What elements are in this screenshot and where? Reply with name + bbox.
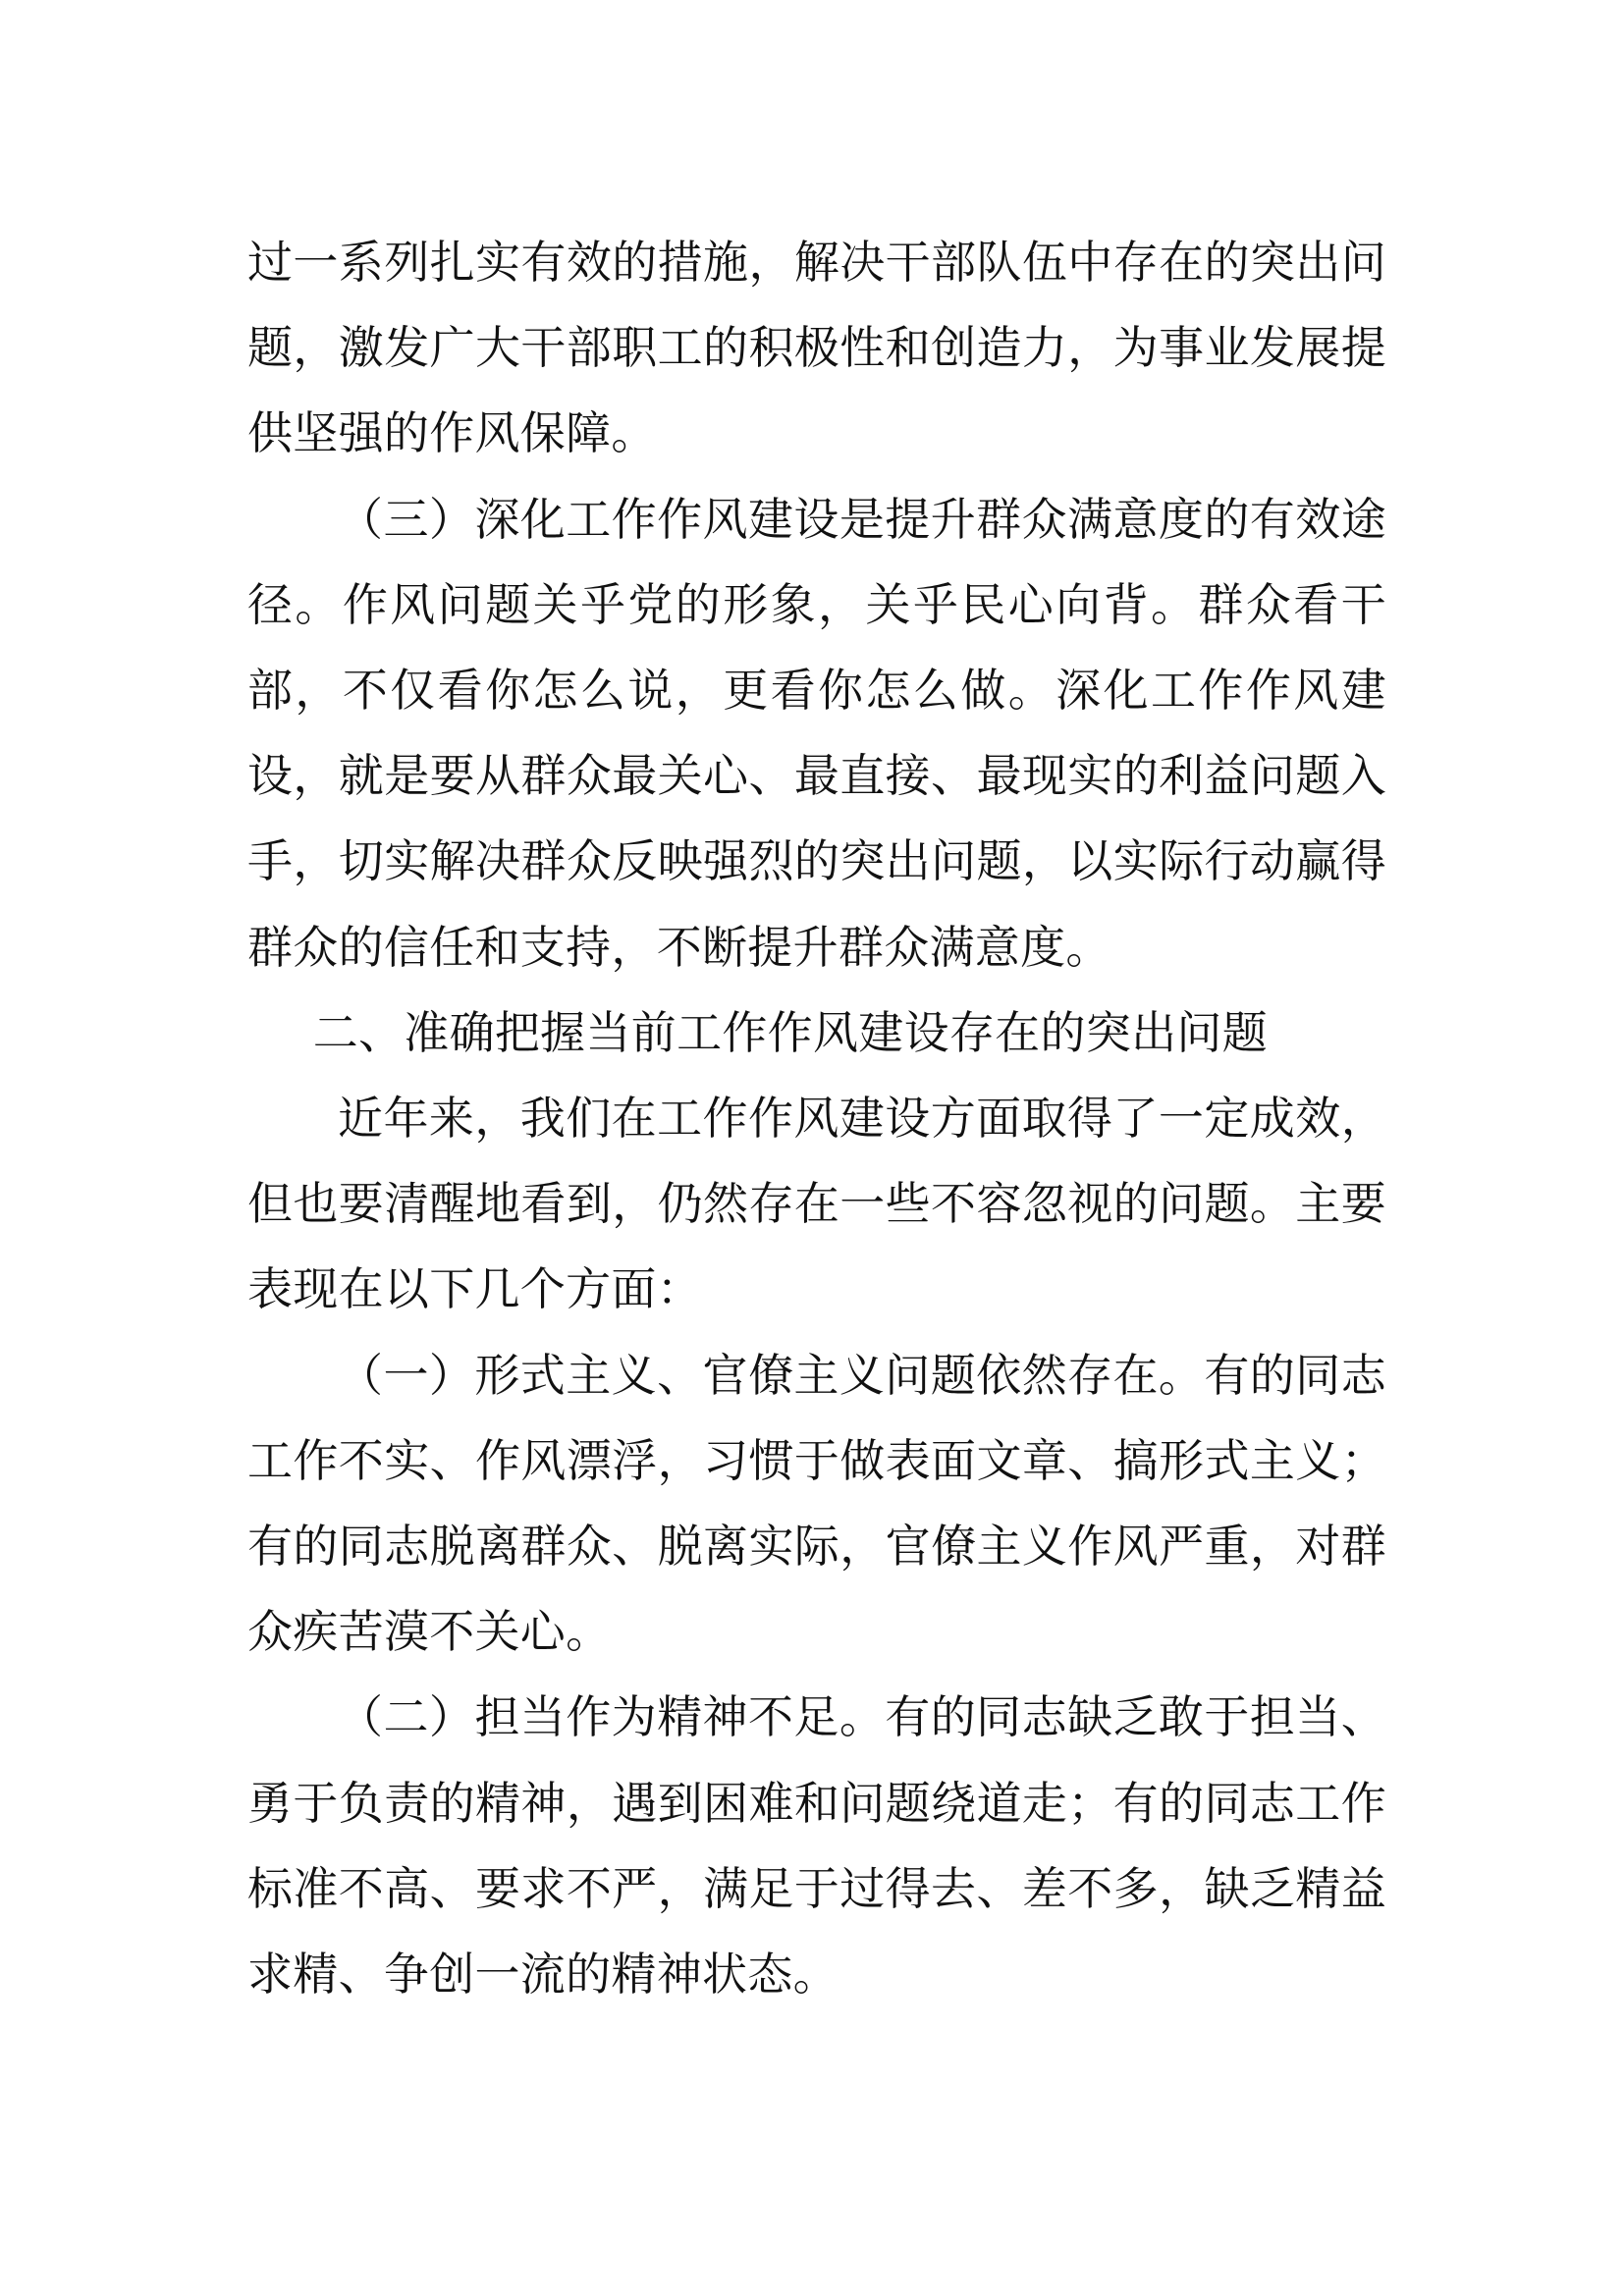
paragraph-section-three: （三）深化工作作风建设是提升群众满意度的有效途径。作风问题关乎党的形象，关乎民心向背。群众看干部，不仅看你怎么说，更看你怎么做。深化工作作风建设，就是要从群众最关心、最直接、最现实的利益问题入手，切实解决群众反映强烈的突出问题，以实际行动赢得群众的信任和支持，不断提升群众满意度。 (247, 492, 1386, 974)
paragraph-point-one: （一）形式主义、官僚主义问题依然存在。有的同志工作不实、作风漂浮，习惯于做表面文章、搞形式主义；有的同志脱离群众、脱离实际，官僚主义作风严重，对群众疾苦漠不关心。 (247, 1348, 1386, 1659)
document-body (247, 220, 1386, 2017)
paragraph-continuation: 过一系列扎实有效的措施，解决干部队伍中存在的突出问题，激发广大干部职工的积极性和创造力，为事业发展提供坚强的作风保障。 (247, 236, 1386, 460)
section-heading-two: 二、准确把握当前工作作风建设存在的突出问题 (312, 1005, 1268, 1059)
paragraph-point-two: （二）担当作为精神不足。有的同志缺乏敢于担当、勇于负责的精神，遇到困难和问题绕道走；有的同志工作标准不高、要求不严，满足于过得去、差不多，缺乏精益求精、争创一流的精神状态。 (247, 1690, 1386, 2002)
paragraph-intro: 近年来，我们在工作作风建设方面取得了一定成效，但也要清醒地看到，仍然存在一些不容忽视的问题。主要表现在以下几个方面： (247, 1092, 1386, 1316)
